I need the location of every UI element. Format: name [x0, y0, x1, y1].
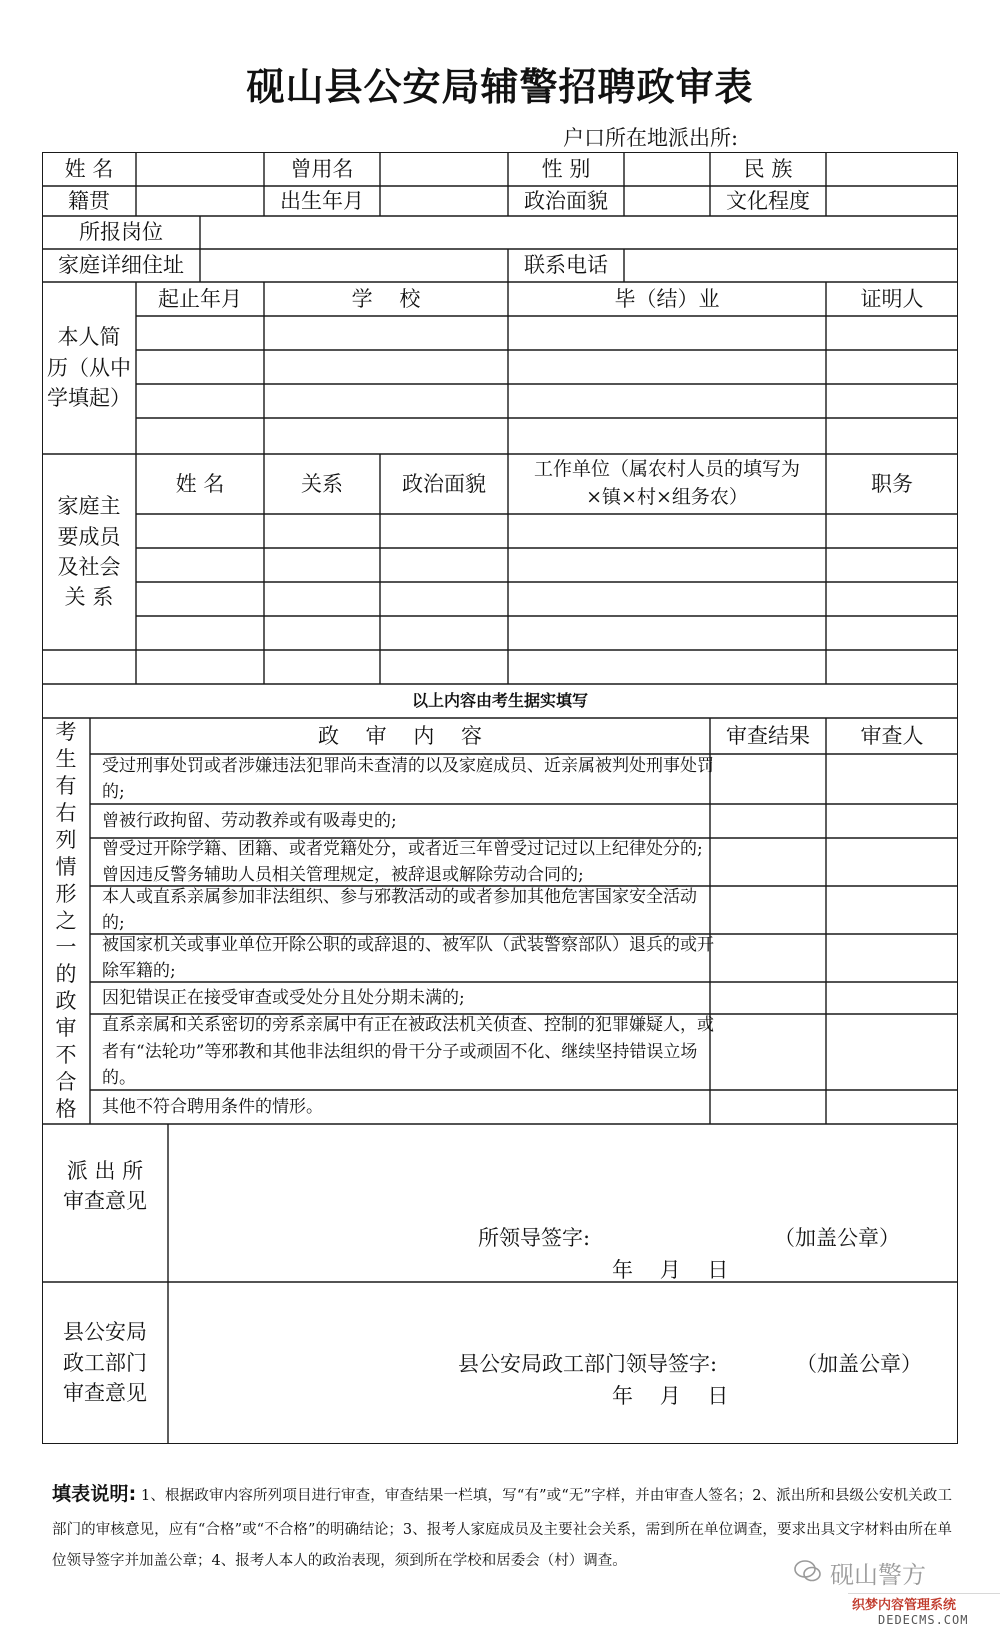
review-item-2: 曾被行政拘留、劳动教养或有吸毒史的;	[102, 810, 397, 831]
former-name-field[interactable]	[380, 152, 508, 186]
review-item-8: 其他不符合聘用条件的情形。	[102, 1096, 323, 1117]
wechat-icon	[794, 1560, 822, 1582]
review-header-content: 政 审 内 容	[317, 723, 483, 748]
county-bureau-date: 年 月 日	[612, 1384, 729, 1408]
birth-label: 出生年月	[280, 188, 364, 213]
form-title: 砚山县公安局辅警招聘政审表	[246, 65, 754, 109]
political-status-label: 政治面貌	[524, 188, 608, 213]
education-field[interactable]	[826, 186, 958, 216]
gender-field[interactable]	[624, 152, 710, 186]
resume-header-school: 学 校	[351, 286, 421, 311]
county-bureau-sign-label: 县公安局政工部门领导签字:	[458, 1352, 718, 1376]
family-header-political: 政治面貌	[402, 471, 486, 496]
political-status-field[interactable]	[624, 186, 710, 216]
review-header-reviewer: 审查人	[860, 723, 924, 748]
former-name-label: 曾用名	[290, 156, 354, 181]
review-item-5: 被国家机关或事业单位开除公职的或辞退的、被军队（武装警察部队）退兵的或开除军籍的;	[102, 934, 714, 981]
watermark-site-name: 织梦内容管理系统	[852, 1598, 957, 1613]
resume-label: 本人简 历（从中 学填起）	[47, 325, 131, 411]
police-station-date: 年 月 日	[612, 1258, 729, 1282]
review-item-4: 本人或直系亲属参加非法组织、参与邪教活动的或者参加其他危害国家安全活动的;	[102, 886, 697, 933]
review-item-6: 因犯错误正在接受审查或受处分且处分期未满的;	[102, 987, 465, 1008]
county-bureau-opinion-label: 县公安局 政工部门 审查意见	[63, 1320, 147, 1406]
resume-header-graduation: 毕（结）业	[614, 286, 720, 311]
position-label: 所报岗位	[79, 220, 163, 245]
review-item-1: 受过刑事处罚或者涉嫌违法犯罪尚未查清的以及家庭成员、近亲属被判处刑事处罚的;	[102, 755, 714, 802]
watermark-site	[848, 1593, 1000, 1628]
ethnicity-label: 民 族	[743, 156, 793, 181]
review-header-result: 审查结果	[726, 723, 810, 748]
police-station-sign-label: 所领导签字:	[478, 1226, 591, 1250]
name-label: 姓 名	[64, 156, 114, 181]
resume-header-witness: 证明人	[860, 286, 924, 311]
police-station-seal-label: （加盖公章）	[774, 1226, 900, 1250]
county-bureau-seal-label: （加盖公章）	[796, 1352, 922, 1376]
education-label: 文化程度	[726, 188, 810, 213]
fill-instructions-text: 1、根据政审内容所列项目进行审查，审查结果一栏填，写“有”或“无”字样，并由审查人签名；2、派出所和县级公安机关政工部门的审核意见，应有“合格”或“不合格”的明确结论；3、报考人家庭成员及主要社会关系，需到所在单位调查，要求出具文字材料由所在单位领导签字并加盖公章；4、报考人本人的政治表现，须到所在学校和居委会（村）调查。	[52, 1488, 952, 1570]
address-field[interactable]	[200, 249, 508, 282]
phone-field[interactable]	[624, 249, 958, 282]
review-item-7: 直系亲属和关系密切的旁系亲属中有正在被政法机关侦查、控制的犯罪嫌疑人，或者有“法轮功”等邪教和其他非法组织的骨干分子或顽固不化、继续坚持错误立场的。	[102, 1015, 714, 1089]
family-label: 家庭主 要成员 及社会 关 系	[57, 494, 121, 610]
police-station-label: 户口所在地派出所:	[563, 126, 739, 150]
family-header-relation: 关系	[301, 471, 343, 496]
police-station-opinion-label: 派 出 所 审查意见	[63, 1158, 147, 1213]
family-header-duty: 职务	[871, 471, 913, 496]
family-header-employer: 工作单位（属农村人员的填写为 ×镇×村×组务农）	[533, 458, 800, 508]
watermark-account: 砚山警方	[830, 1561, 926, 1589]
native-place-label: 籍贯	[68, 188, 110, 213]
fill-instructions-heading: 填表说明:	[52, 1483, 137, 1505]
name-field[interactable]	[136, 152, 264, 186]
family-header-name: 姓 名	[175, 471, 225, 496]
native-place-field[interactable]	[136, 186, 264, 216]
review-item-3: 曾受过开除学籍、团籍、或者党籍处分，或者近三年曾受过记过以上纪律处分的;曾因违反警务辅助人员相关管理规定，被辞退或解除劳动合同的;	[102, 838, 703, 885]
position-field[interactable]	[200, 216, 958, 249]
resume-header-period: 起止年月	[158, 286, 242, 311]
review-side-label: 考 生 有 右 列 情 形 之 一 的 政 审 不 合 格	[55, 720, 77, 1121]
vetting-form-table	[42, 152, 958, 1444]
ethnicity-field[interactable]	[826, 152, 958, 186]
gender-label: 性 别	[541, 156, 591, 181]
birth-field[interactable]	[380, 186, 508, 216]
phone-label: 联系电话	[524, 253, 608, 278]
address-label: 家庭详细住址	[58, 253, 184, 278]
fill-note: 以上内容由考生据实填写	[411, 691, 588, 711]
watermark-site-url: DEDECMS.COM	[878, 1613, 969, 1627]
